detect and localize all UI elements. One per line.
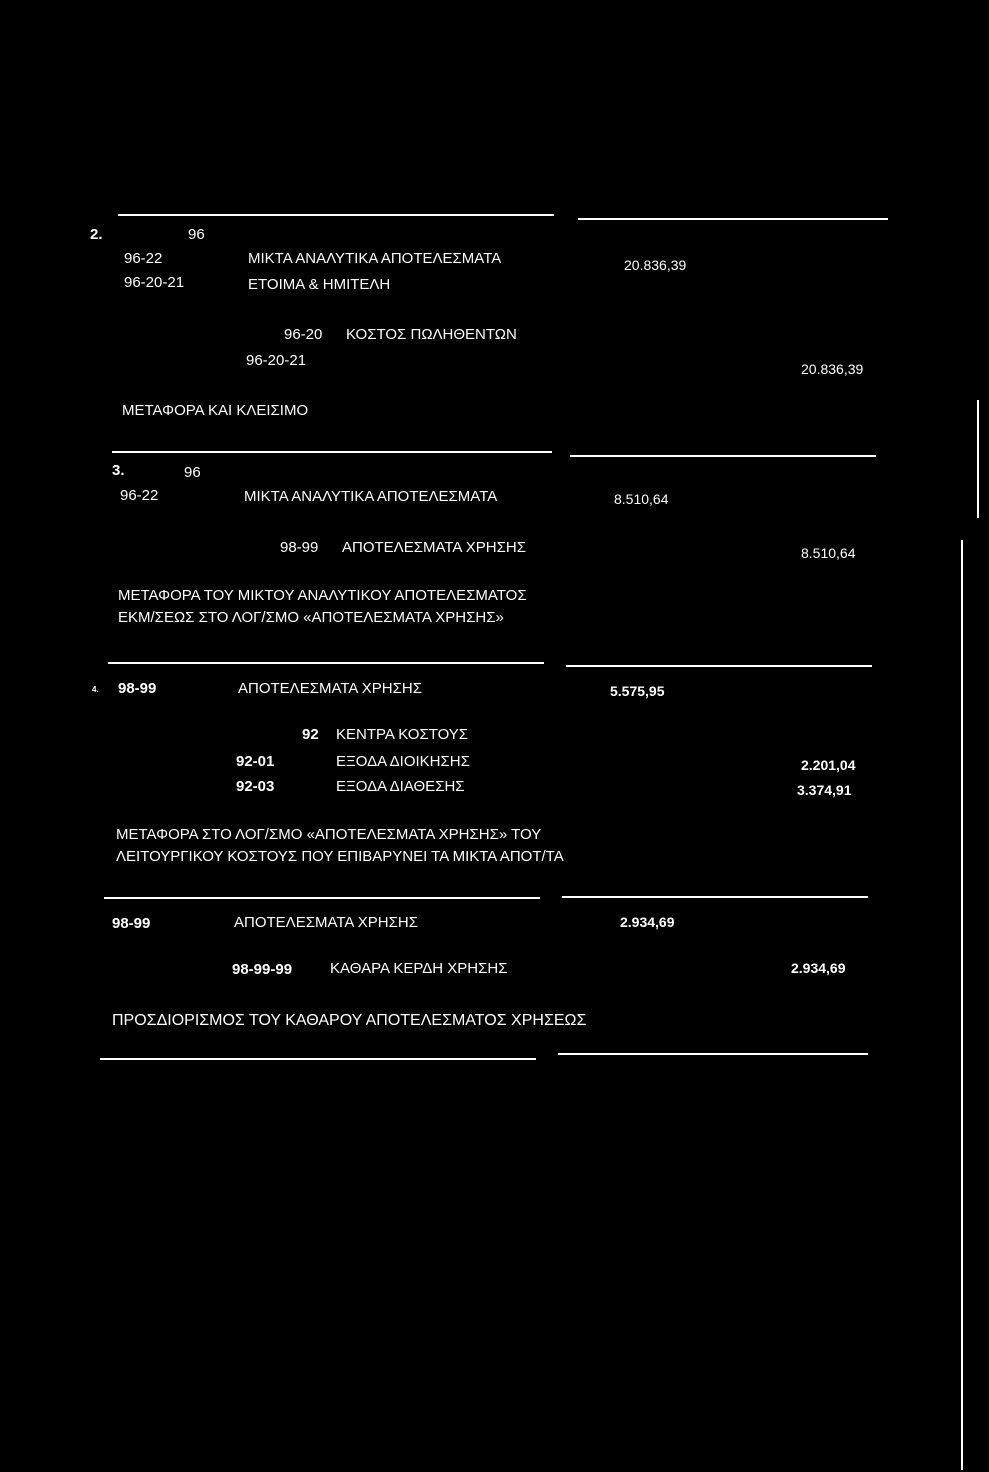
debit-account-desc: ΜΙΚΤΑ ΑΝΑΛΥΤΙΚΑ ΑΠΟΤΕΛΕΣΜΑΤΑ (248, 250, 502, 267)
entry-separator-right (570, 455, 876, 457)
debit-subaccount-desc: ΕΤΟΙΜΑ & ΗΜΙΤΕΛΗ (248, 276, 391, 293)
entry-description: ΠΡΟΣΔΙΟΡΙΣΜΟΣ ΤΟΥ ΚΑΘΑΡΟΥ ΑΠΟΤΕΛΕΣΜΑΤΟΣ ΧΡΗΣΕΩΣ (112, 1012, 587, 1029)
debit-amount: 5.575,95 (610, 683, 665, 699)
entry-separator-right (566, 665, 872, 667)
debit-account-desc: ΑΠΟΤΕΛΕΣΜΑΤΑ ΧΡΗΣΗΣ (234, 914, 418, 931)
entry-description-line2: ΕΚΜ/ΣΕΩΣ ΣΤΟ ΛΟΓ/ΣΜΟ «ΑΠΟΤΕΛΕΣΜΑΤΑ ΧΡΗΣΗΣ» (118, 609, 504, 626)
credit-subaccount-desc: ΕΞΟΔΑ ΔΙΑΘΕΣΗΣ (336, 778, 465, 795)
credit-account-code: 96-20 (284, 326, 323, 343)
debit-account-desc: ΑΠΟΤΕΛΕΣΜΑΤΑ ΧΡΗΣΗΣ (238, 680, 422, 697)
credit-subaccount-code: 92-01 (236, 753, 275, 770)
credit-group-desc: ΚΕΝΤΡΑ ΚΟΣΤΟΥΣ (336, 726, 469, 743)
entry-separator-left (104, 897, 540, 899)
entry-separator-left (118, 214, 554, 216)
debit-account-desc: ΜΙΚΤΑ ΑΝΑΛΥΤΙΚΑ ΑΠΟΤΕΛΕΣΜΑΤΑ (244, 488, 498, 505)
entry-description-line1: ΜΕΤΑΦΟΡΑ ΤΟΥ ΜΙΚΤΟΥ ΑΝΑΛΥΤΙΚΟΥ ΑΠΟΤΕΛΕΣΜΑΤΟΣ (118, 587, 527, 604)
credit-group-code: 92 (302, 726, 319, 743)
entry-number: 4. (92, 685, 99, 694)
debit-amount: 8.510,64 (614, 491, 669, 507)
entry-separator-right (578, 218, 888, 220)
credit-amount: 20.836,39 (801, 361, 864, 377)
credit-account-desc: ΚΑΘΑΡΑ ΚΕΡΔΗ ΧΡΗΣΗΣ (330, 960, 508, 977)
debit-account-code: 98-99 (112, 915, 151, 932)
credit-subaccount-code: 96-20-21 (246, 352, 307, 369)
entry-description-line2: ΛΕΙΤΟΥΡΓΙΚΟΥ ΚΟΣΤΟΥΣ ΠΟΥ ΕΠΙΒΑΡΥΝΕΙ ΤΑ ΜΙΚΤΑ ΑΠΟΤ/ΤΑ (116, 848, 564, 865)
entry-number: 3. (112, 462, 125, 479)
account-group: 96 (188, 226, 205, 243)
credit-amount: 2.934,69 (791, 960, 846, 976)
debit-account-code: 98-99 (118, 680, 157, 697)
credit-account-code: 98-99 (280, 539, 319, 556)
entry-description-line1: ΜΕΤΑΦΟΡΑ ΣΤΟ ΛΟΓ/ΣΜΟ «ΑΠΟΤΕΛΕΣΜΑΤΑ ΧΡΗΣΗΣ» ΤΟΥ (116, 826, 542, 843)
credit-account-code: 98-99-99 (232, 961, 293, 978)
debit-account-code: 96-22 (124, 250, 163, 267)
margin-line (961, 540, 963, 1470)
entry-separator-right (558, 1053, 868, 1055)
credit-amount: 2.201,04 (801, 757, 856, 773)
debit-account-code: 96-22 (120, 487, 159, 504)
debit-amount: 20.836,39 (624, 257, 687, 273)
entry-separator-right (562, 896, 868, 898)
entry-description: ΜΕΤΑΦΟΡΑ ΚΑΙ ΚΛΕΙΣΙΜΟ (122, 402, 309, 419)
credit-amount: 3.374,91 (797, 782, 852, 798)
entry-separator-left (112, 451, 552, 453)
entry-separator-left (108, 662, 544, 664)
credit-subaccount-desc: ΕΞΟΔΑ ΔΙΟΙΚΗΣΗΣ (336, 753, 470, 770)
credit-amount: 8.510,64 (801, 545, 856, 561)
credit-account-desc: ΚΟΣΤΟΣ ΠΩΛΗΘΕΝΤΩΝ (346, 326, 517, 343)
entry-number: 2. (90, 226, 103, 243)
credit-account-desc: ΑΠΟΤΕΛΕΣΜΑΤΑ ΧΡΗΣΗΣ (342, 539, 526, 556)
account-group: 96 (184, 464, 201, 481)
entry-separator-left (100, 1058, 536, 1060)
debit-subaccount-code: 96-20-21 (124, 274, 185, 291)
debit-amount: 2.934,69 (620, 914, 675, 930)
credit-subaccount-code: 92-03 (236, 778, 275, 795)
margin-line (977, 400, 979, 518)
